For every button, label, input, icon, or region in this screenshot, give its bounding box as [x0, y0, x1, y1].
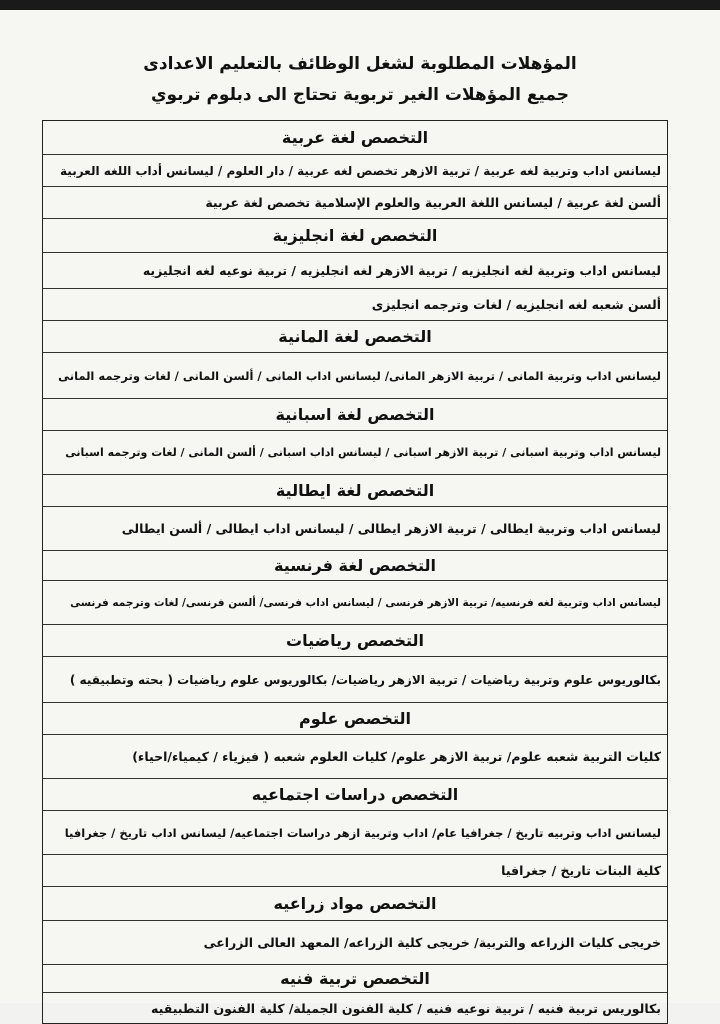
document-page [0, 10, 720, 1016]
qualification-row: ليسانس اداب وتربية لغه انجليزيه / تربية الازهر لغه انجليزيه / تربية نوعيه لغه انجليزيه [43, 253, 667, 289]
section-title-math: التخصص رياضيات [43, 625, 667, 657]
qualification-row: بكالوريوس علوم وتربية رياضيات / تربية الازهر رياضيات/ بكالوريوس علوم رياضيات ( بحته وتطبيقيه ) [43, 657, 667, 703]
section-title-science: التخصص علوم [43, 703, 667, 735]
qualification-row: كلية البنات تاريخ / جغرافيا [43, 855, 667, 887]
qualification-row: ليسانس اداب وتربية ايطالى / تربية الازهر ايطالى / ليسانس اداب ايطالى / ألسن ايطالى [43, 507, 667, 551]
section-title-german: التخصص لغة المانية [43, 321, 667, 353]
qualification-row: ليسانس اداب وتربية لغه عربية / تربية الازهر تخصص لغه عربية / دار العلوم / ليسانس أداب اللغه العربية [43, 155, 667, 187]
qualification-row: ليسانس اداب وتربيه تاريخ / جغرافيا عام/ اداب وتربية ازهر دراسات اجتماعيه/ ليسانس اداب تاريخ / جغرافيا [43, 811, 667, 855]
qualification-row: ليسانس اداب وتربية المانى / تربية الازهر المانى/ ليسانس اداب المانى / ألسن المانى / لغات وترجمه المانى [43, 353, 667, 399]
document-title: المؤهلات المطلوبة لشغل الوظائف بالتعليم الاعدادى [143, 54, 577, 74]
qualification-row: ألسن لغة عربية / ليسانس اللغة العربية والعلوم الإسلامية تخصص لغة عربية [43, 187, 667, 219]
qualifications-table [42, 120, 668, 1024]
qualification-row: ليسانس اداب وتربية اسبانى / تربية الازهر اسبانى / ليسانس اداب اسبانى / ألسن المانى / لغات وترجمه اسبانى [43, 431, 667, 475]
section-title-arabic: التخصص لغة عربية [43, 121, 667, 155]
section-title-spanish: التخصص لغة اسبانية [43, 399, 667, 431]
section-title-agriculture: التخصص مواد زراعيه [43, 887, 667, 921]
section-title-french: التخصص لغة فرنسية [43, 551, 667, 581]
qualification-row: كليات التربية شعبه علوم/ تربية الازهر علوم/ كليات العلوم شعبه ( فيزياء / كيمياء/احياء) [43, 735, 667, 779]
top-edge-bar [0, 0, 720, 10]
section-title-social-studies: التخصص دراسات اجتماعيه [43, 779, 667, 811]
section-title-italian: التخصص لغة ايطالية [43, 475, 667, 507]
qualification-row: بكالوريس تربية فنيه / تربية نوعيه فنيه / كلية الفنون الجميلة/ كلية الفنون التطبيقيه [151, 1000, 661, 1016]
qualification-row: ليسانس اداب وتربية لغه فرنسيه/ تربية الازهر فرنسى / ليسانس اداب فرنسى/ ألسن فرنسى/ لغات وترجمه فرنسى [43, 581, 667, 625]
document-subtitle: جميع المؤهلات الغير تربوية تحتاج الى دبلوم تربوي [150, 85, 570, 105]
qualification-row: ألسن شعبه لغه انجليزيه / لغات وترجمه انجليزى [43, 289, 667, 321]
section-title-english: التخصص لغة انجليزية [43, 219, 667, 253]
section-title-art-education: التخصص تربية فنيه [43, 965, 667, 993]
qualification-row: خريجى كليات الزراعه والتربية/ خريجى كلية الزراعه/ المعهد العالى الزراعى [43, 921, 667, 965]
